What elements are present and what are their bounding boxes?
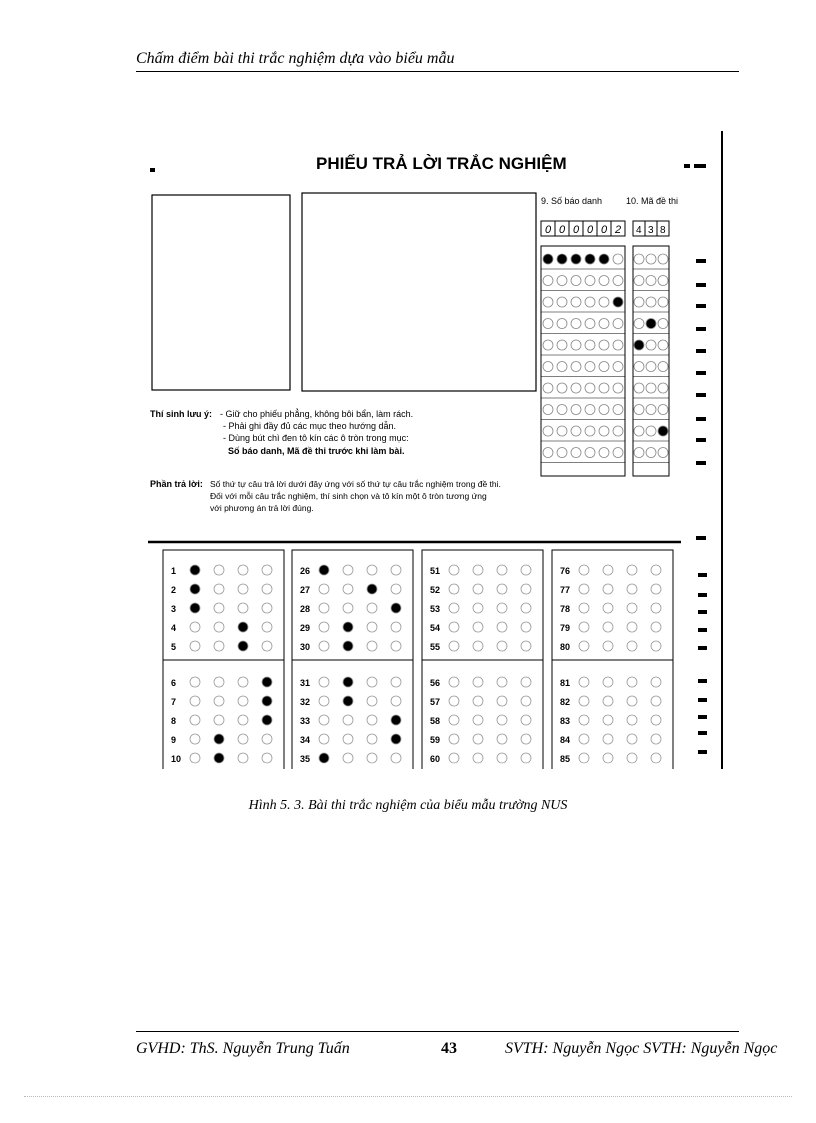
question-number: 8 (171, 716, 177, 726)
question-number: 60 (430, 754, 441, 764)
question-number: 56 (430, 678, 441, 688)
question-number: 6 (171, 678, 177, 688)
question-number: 78 (560, 604, 571, 614)
svg-text:với phương án trả lời đúng.: với phương án trả lời đúng. (210, 503, 314, 513)
question-number: 59 (430, 735, 441, 745)
question-number: 85 (560, 754, 571, 764)
svg-text:0: 0 (601, 224, 608, 236)
made-label: 10. Mã đề thi (626, 196, 679, 206)
question-number: 26 (300, 566, 311, 576)
footer-rule (136, 1031, 739, 1032)
footer-advisor: GVHD: ThS. Nguyễn Trung Tuấn (136, 1040, 350, 1057)
question-number: 30 (300, 642, 311, 652)
svg-text:0: 0 (587, 224, 594, 236)
svg-text:Số báo danh, Mã đề thi trước k: Số báo danh, Mã đề thi trước khi làm bài. (228, 446, 405, 456)
svg-text:2: 2 (615, 224, 622, 236)
made-digit-boxes (633, 221, 669, 236)
question-number: 53 (430, 604, 441, 614)
question-number: 27 (300, 585, 311, 595)
question-number: 29 (300, 623, 311, 633)
question-number: 80 (560, 642, 571, 652)
question-number: 4 (171, 623, 177, 633)
question-number: 35 (300, 754, 311, 764)
footer-student: SVTH: Nguyễn Ngọc SVTH: Nguyễn Ngọc (505, 1040, 778, 1057)
question-number: 31 (300, 678, 311, 688)
question-number: 1 (171, 566, 177, 576)
question-number: 7 (171, 697, 177, 707)
question-number: 57 (430, 697, 441, 707)
header-rule (136, 71, 739, 72)
question-number: 2 (171, 585, 177, 595)
question-number: 55 (430, 642, 441, 652)
question-number: 76 (560, 566, 571, 576)
sheet-title: PHIẾU TRẢ LỜI TRẮC NGHIỆM (316, 154, 567, 173)
answer-sheet-figure (136, 131, 724, 769)
answer-sheet-scan (136, 131, 724, 769)
svg-text:0: 0 (545, 224, 552, 236)
svg-text:3: 3 (648, 225, 654, 236)
page-edge (24, 1096, 792, 1097)
question-number: 52 (430, 585, 441, 595)
svg-text:Số thứ tự câu trả lời dưới đây: Số thứ tự câu trả lời dưới đây ứng với số thứ tự câu trắc nghiệm trong đề thi. (210, 479, 501, 489)
question-number: 84 (560, 735, 571, 745)
answer-label: Phần trả lời: (150, 479, 203, 489)
note-label: Thí sinh lưu ý: (150, 409, 213, 419)
timing-marks (696, 259, 707, 754)
svg-text:Đối với mỗi câu trắc nghiệm, t: Đối với mỗi câu trắc nghiệm, thí sinh chọn và tô kín một ô tròn tương ứng (210, 491, 487, 501)
page-number: 43 (441, 1040, 457, 1057)
svg-text:- Giữ cho phiếu phẳng, không b: - Giữ cho phiếu phẳng, không bôi bẩn, làm rách. (220, 409, 414, 419)
question-number: 34 (300, 735, 311, 745)
svg-text:0: 0 (573, 224, 580, 236)
svg-text:- Dùng bút chì đen tô kín các: - Dùng bút chì đen tô kín các ô tròn trong mục: (223, 433, 409, 443)
question-number: 81 (560, 678, 571, 688)
question-number: 3 (171, 604, 177, 614)
sbd-digit-boxes (541, 221, 625, 236)
question-number: 83 (560, 716, 571, 726)
question-number: 9 (171, 735, 177, 745)
question-number: 51 (430, 566, 441, 576)
sbd-label: 9. Số báo danh (541, 196, 603, 206)
question-number: 28 (300, 604, 311, 614)
figure-caption: Hình 5. 3. Bài thi trắc nghiệm của biểu mẫu trường NUS (248, 798, 568, 813)
question-number: 79 (560, 623, 571, 633)
question-number: 58 (430, 716, 441, 726)
question-number: 32 (300, 697, 311, 707)
answer-bubble-area (163, 550, 673, 769)
running-header: Chấm điểm bài thi trắc nghiệm dựa vào biểu mẫu (136, 50, 455, 67)
svg-text:- Phải ghi đầy đủ các mục theo: - Phải ghi đầy đủ các mục theo hướng dẫn. (223, 421, 397, 431)
question-number: 77 (560, 585, 571, 595)
svg-text:0: 0 (559, 224, 566, 236)
question-number: 82 (560, 697, 571, 707)
svg-text:4: 4 (636, 225, 642, 236)
question-number: 54 (430, 623, 441, 633)
question-number: 5 (171, 642, 177, 652)
sbd-bubble-grid (541, 246, 669, 476)
question-number: 10 (171, 754, 182, 764)
svg-text:8: 8 (660, 225, 666, 236)
question-number: 33 (300, 716, 311, 726)
